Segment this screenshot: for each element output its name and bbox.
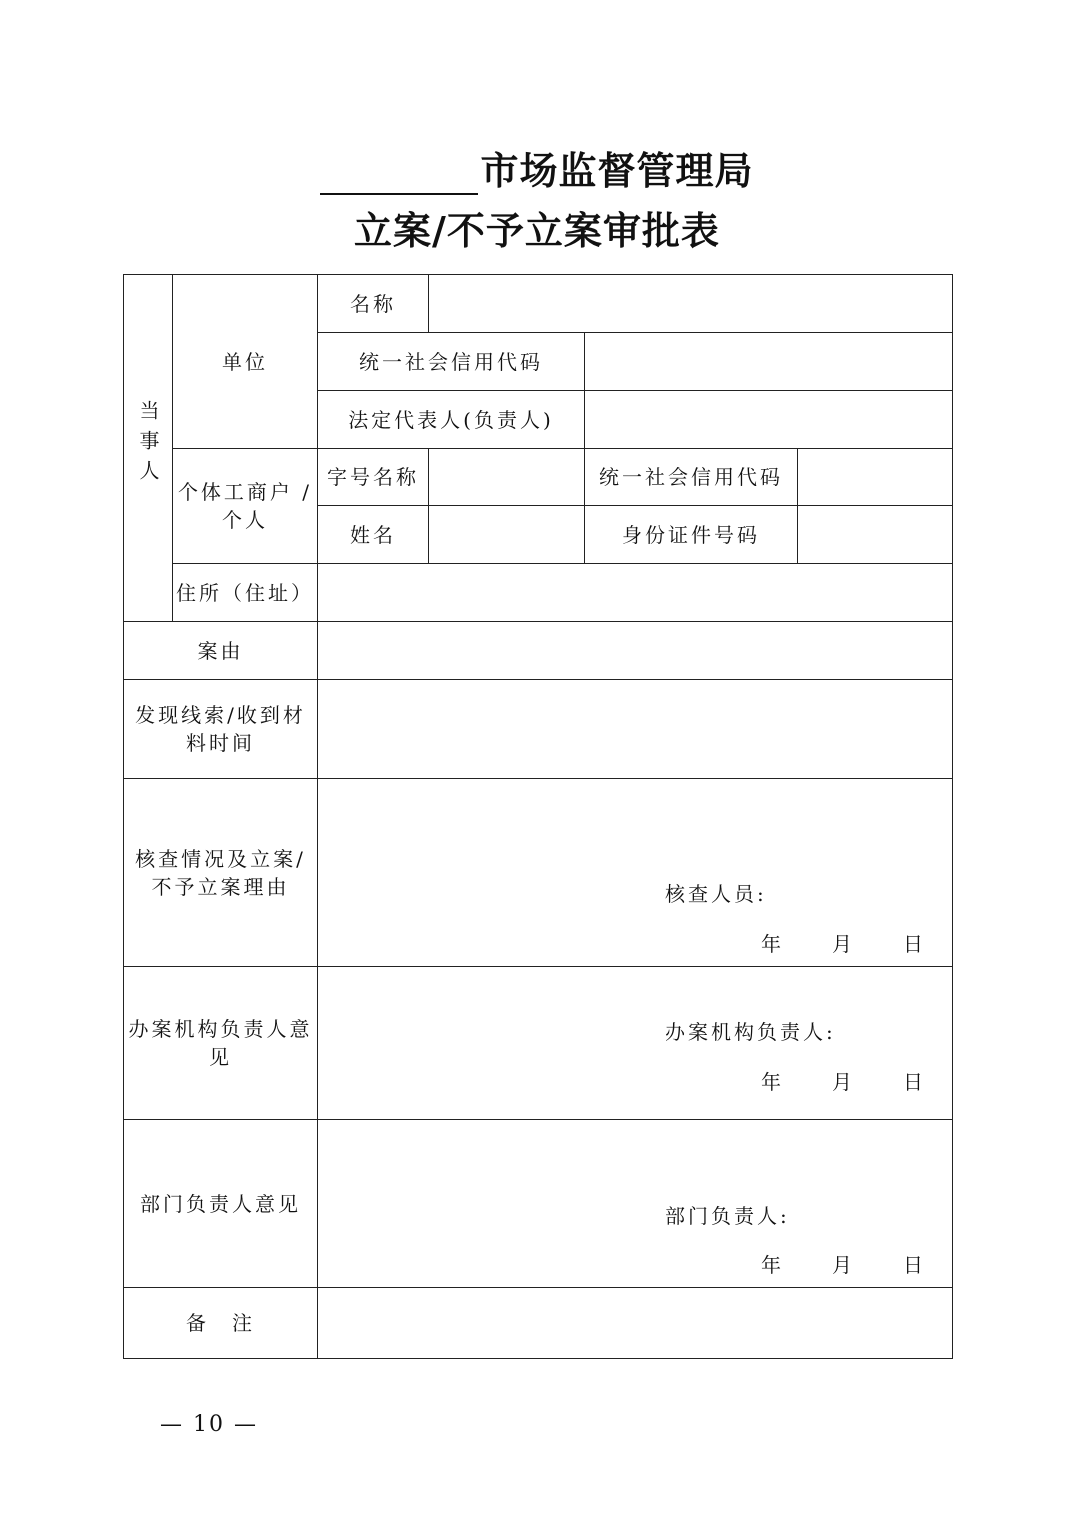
agency-title: [0, 140, 1074, 195]
review-date: [761, 930, 926, 958]
agency-opinion-label: 办案机构负责人意见: [124, 967, 318, 1120]
remarks-field[interactable]: [318, 1288, 953, 1359]
remarks-label: 备 注: [124, 1288, 318, 1359]
case-cause-field[interactable]: [318, 622, 953, 680]
party-label-cell: [124, 275, 173, 622]
case-cause-label: 案由: [124, 622, 318, 680]
name-field[interactable]: [429, 275, 953, 333]
discovery-time-label: 发现线索/收到材料时间: [124, 680, 318, 779]
name-label: 名称: [318, 275, 429, 333]
discovery-time-field[interactable]: [318, 680, 953, 779]
credit-code-field[interactable]: [585, 333, 953, 391]
address-field[interactable]: [318, 564, 953, 622]
year-label: 年: [761, 932, 784, 956]
party-label: 当事人: [136, 399, 160, 490]
day-label: 日: [903, 1070, 926, 1094]
agency-suffix: 市场监督管理局: [480, 148, 754, 193]
credit-code-label: 统一社会信用代码: [318, 333, 585, 391]
reviewer-signature-label: 核查人员:: [665, 882, 767, 906]
individual-credit-code-label: 统一社会信用代码: [585, 449, 798, 506]
agency-name-blank[interactable]: [320, 155, 478, 195]
month-label: 月: [832, 932, 855, 956]
dept-opinion-field[interactable]: [318, 1120, 953, 1288]
month-label: 月: [832, 1253, 855, 1277]
review-label: 核查情况及立案/不予立案理由: [124, 779, 318, 967]
month-label: 月: [832, 1070, 855, 1094]
address-label: 住所（住址）: [173, 564, 318, 622]
page-number: — 10 —: [160, 1412, 258, 1437]
agency-opinion-date: [761, 1068, 926, 1096]
dept-head-signature-label: 部门负责人:: [665, 1204, 790, 1228]
agency-opinion-field[interactable]: [318, 967, 953, 1120]
id-number-label: 身份证件号码: [585, 506, 798, 564]
unit-label: 单位: [173, 275, 318, 449]
form-title: 立案/不予立案审批表: [354, 208, 720, 253]
person-name-field[interactable]: [429, 506, 585, 564]
dept-opinion-date: [761, 1251, 926, 1279]
year-label: 年: [761, 1070, 784, 1094]
agency-head-signature-label: 办案机构负责人:: [665, 1020, 836, 1044]
individual-label: 个体工商户 / 个人: [173, 449, 318, 564]
legal-rep-label: 法定代表人(负责人): [318, 391, 585, 449]
legal-rep-field[interactable]: [585, 391, 953, 449]
shop-name-field[interactable]: [429, 449, 585, 506]
person-name-label: 姓名: [318, 506, 429, 564]
review-field[interactable]: [318, 779, 953, 967]
year-label: 年: [761, 1253, 784, 1277]
day-label: 日: [903, 932, 926, 956]
day-label: 日: [903, 1253, 926, 1277]
dept-opinion-label: 部门负责人意见: [124, 1120, 318, 1288]
approval-form-table: [123, 274, 953, 1359]
id-number-field[interactable]: [798, 506, 953, 564]
individual-credit-code-field[interactable]: [798, 449, 953, 506]
shop-name-label: 字号名称: [318, 449, 429, 506]
